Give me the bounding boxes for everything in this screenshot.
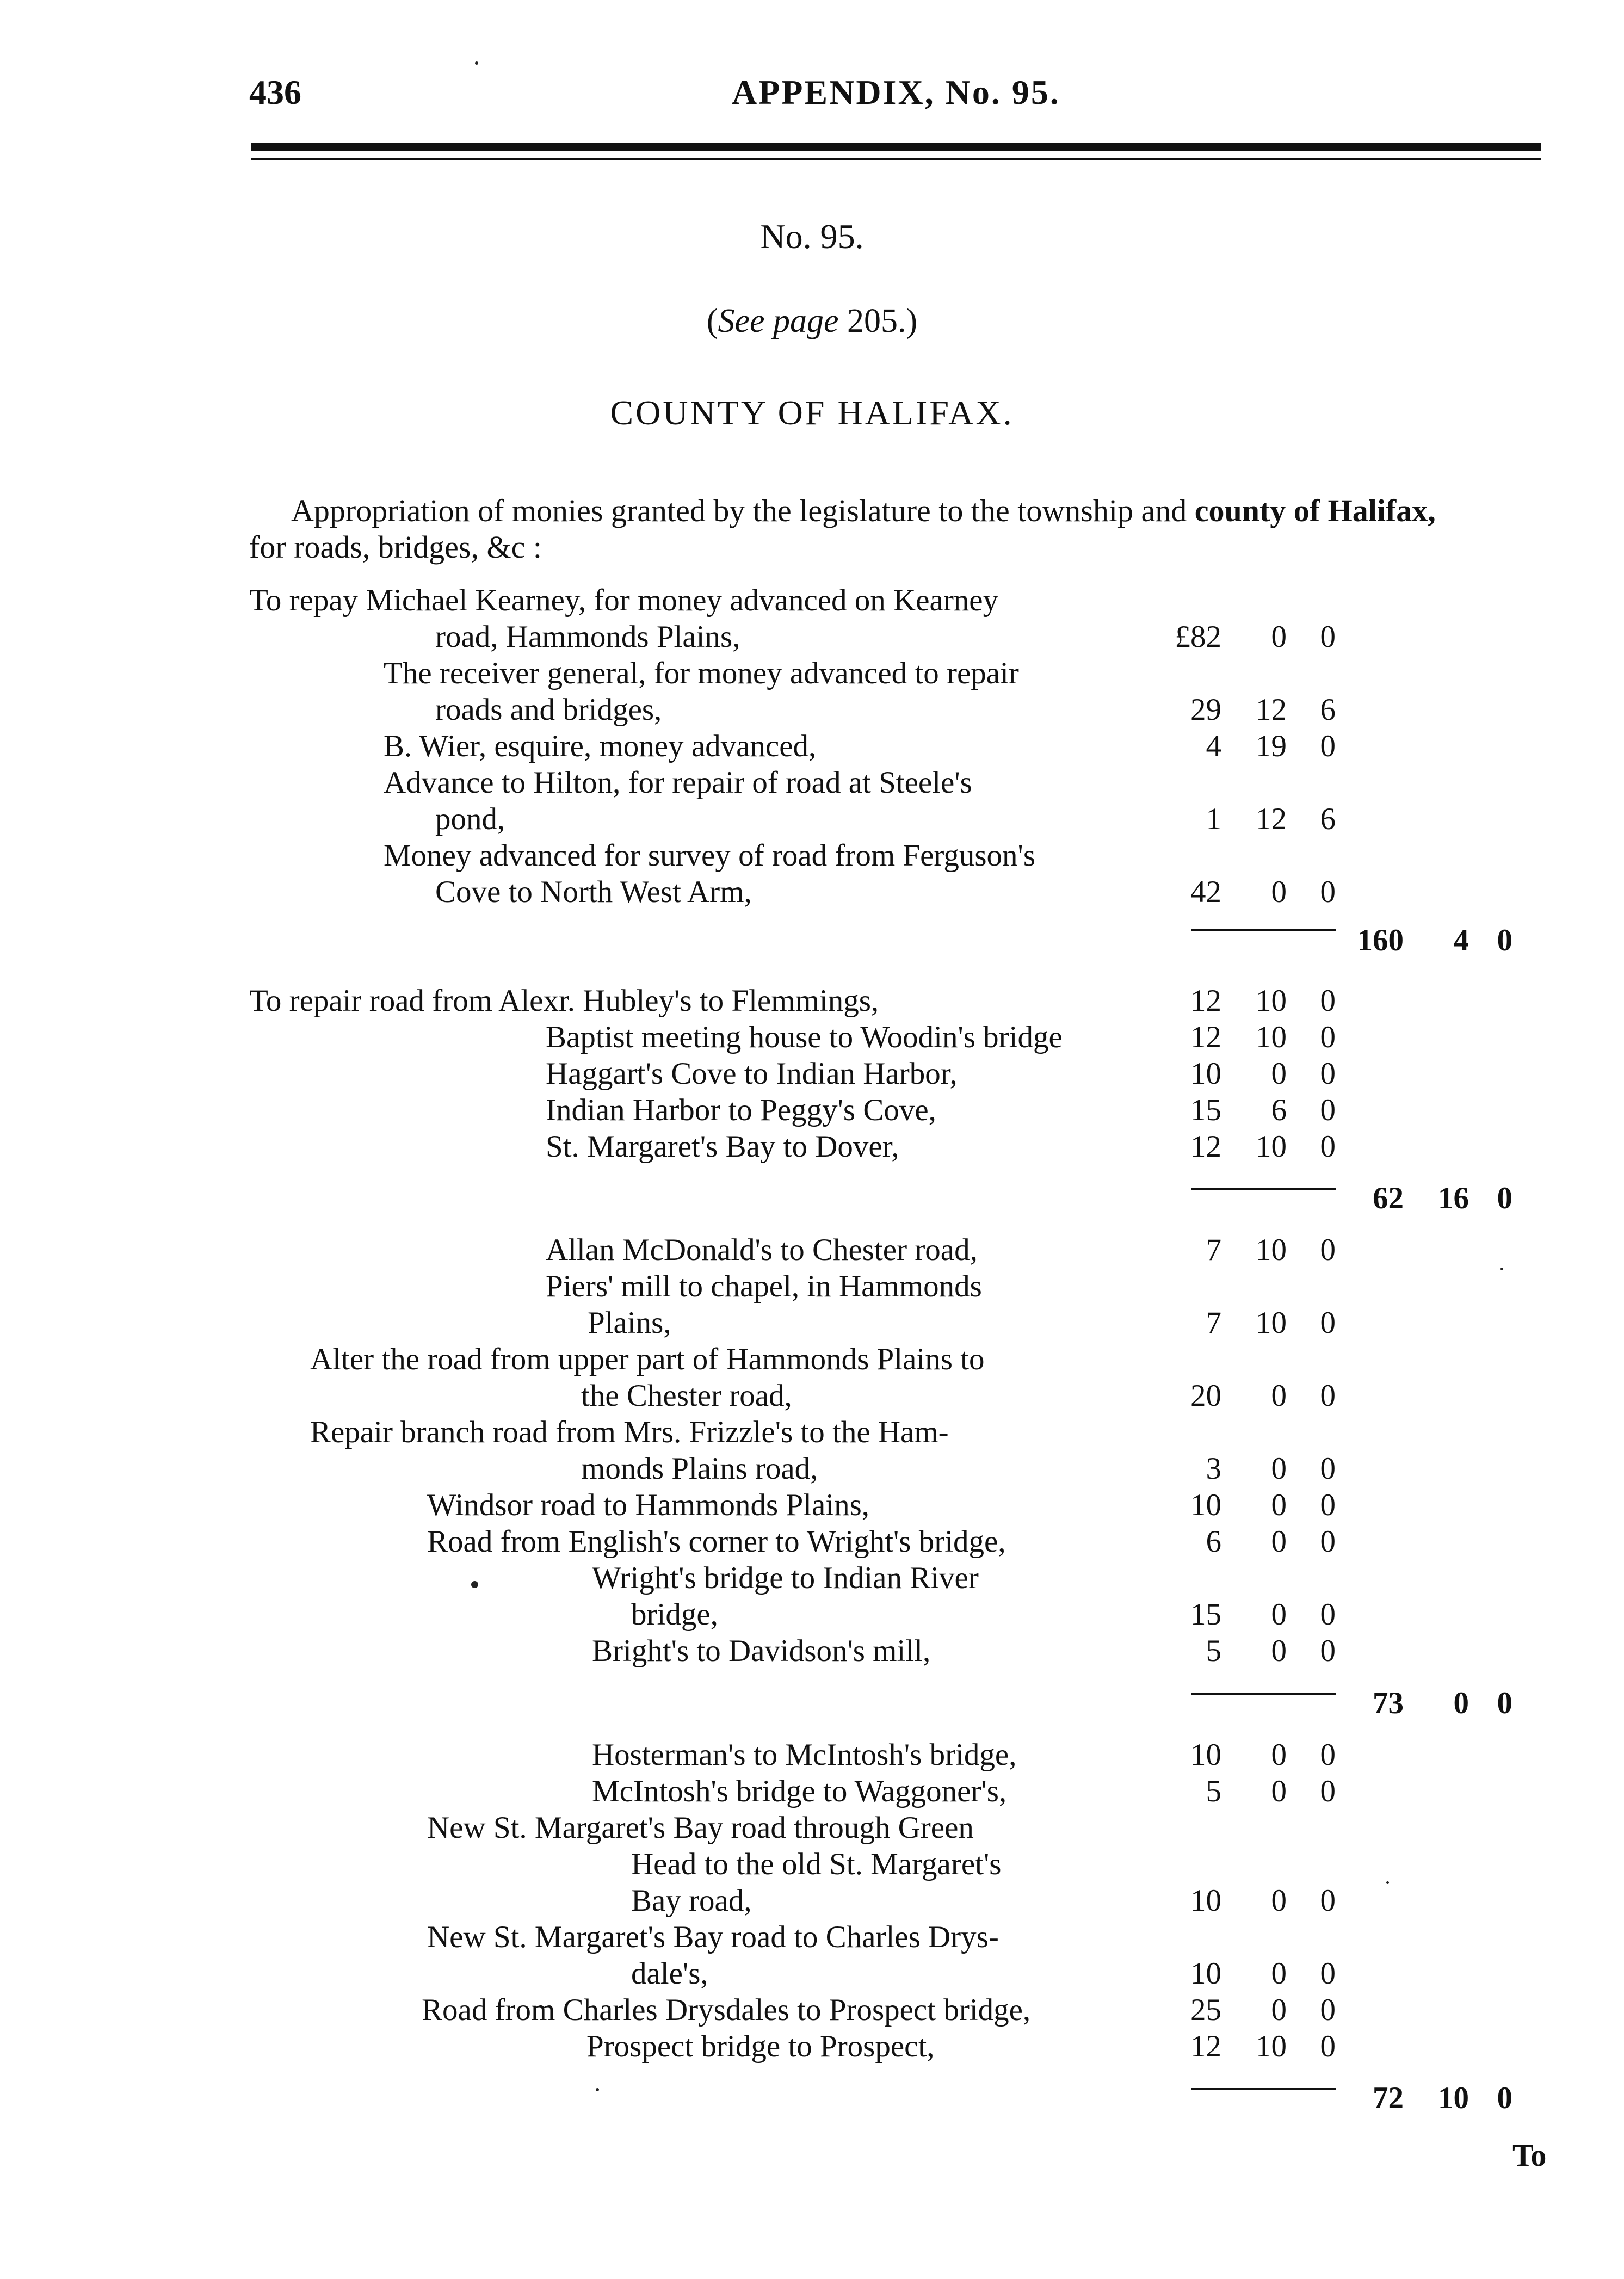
entry-line: To repay Michael Kearney, for money advanced on Kearney [249,583,999,617]
entry-line: Bay road, [631,1883,752,1918]
amount-shillings: 10 [1256,984,1287,1018]
print-speck [596,2088,599,2091]
amount-pence: 0 [1320,984,1336,1018]
entry-line: Head to the old St. Margaret's [631,1847,1002,1881]
amount-pounds: 42 [1190,875,1221,909]
entry-line: bridge, [631,1597,718,1632]
entry-line: Wright's bridge to Indian River [592,1561,979,1595]
total-shillings: 16 [1438,1181,1469,1215]
amount-shillings: 0 [1271,1597,1287,1632]
entry-line: Advance to Hilton, for repair of road at Steele's [384,765,972,800]
entry-line: Alter the road from upper part of Hammonds Plains to [310,1342,985,1376]
amount-shillings: 10 [1256,2029,1287,2064]
entry-line: Plains, [588,1306,671,1340]
amount-pence: 0 [1320,1738,1336,1772]
entry-line: dale's, [631,1956,708,1991]
entry-line: Repair branch road from Mrs. Frizzle's to the Ham- [310,1415,949,1449]
entry-line: Money advanced for survey of road from Ferguson's [384,838,1036,873]
document-number: No. 95. [760,217,864,256]
amount-pence: 0 [1320,1956,1336,1991]
amount-pounds: 6 [1206,1524,1221,1559]
entry-line: the Chester road, [581,1379,792,1413]
entry-line: McIntosh's bridge to Waggoner's, [592,1774,1007,1808]
amount-pence: 6 [1320,693,1336,727]
amount-pence: 0 [1320,1057,1336,1091]
amount-shillings: 0 [1271,1524,1287,1559]
entry-line: Road from Charles Drysdales to Prospect bridge, [422,1993,1031,2027]
amount-pounds: 3 [1206,1452,1221,1486]
entry-line: B. Wier, esquire, money advanced, [384,729,817,763]
entry-line: Bright's to Davidson's mill, [592,1634,931,1668]
total-pence: 0 [1497,1181,1512,1215]
amount-shillings: 10 [1256,1020,1287,1054]
total-pounds: 62 [1373,1181,1404,1215]
total-shillings: 10 [1438,2081,1469,2115]
amount-pounds: 10 [1190,1738,1221,1772]
amount-pounds: 7 [1206,1306,1221,1340]
entry-line: Prospect bridge to Prospect, [586,2029,935,2064]
amount-pounds: 4 [1206,729,1221,763]
amount-shillings: 12 [1256,693,1287,727]
amount-pounds: 29 [1190,693,1221,727]
total-pounds: 73 [1373,1686,1404,1720]
amount-shillings: 0 [1271,620,1287,654]
entry-line: Haggart's Cove to Indian Harbor, [546,1057,958,1091]
catchword: To [1512,2138,1547,2173]
amount-pence: 0 [1320,1634,1336,1668]
entry-line: Road from English's corner to Wright's bridge, [427,1524,1006,1559]
county-heading: COUNTY OF HALIFAX. [610,393,1014,432]
amount-pence: 0 [1320,1488,1336,1522]
amount-shillings: 19 [1256,729,1287,763]
total-pence: 0 [1497,2081,1512,2115]
print-speck [1500,1268,1503,1270]
entry-line: Piers' mill to chapel, in Hammonds [546,1269,982,1304]
total-pounds: 160 [1357,923,1404,958]
print-speck [471,1581,478,1588]
amount-pounds: 12 [1190,1020,1221,1054]
total-pence: 0 [1497,923,1512,958]
amount-shillings: 12 [1256,802,1287,836]
amount-pounds: 10 [1190,1488,1221,1522]
total-pounds: 72 [1373,2081,1404,2115]
subtotal-rule [1191,2088,1336,2090]
total-shillings: 4 [1453,923,1469,958]
entry-line: Indian Harbor to Peggy's Cove, [546,1093,936,1127]
print-speck [1386,1881,1389,1884]
see-page-italic: See page [718,302,839,339]
entry-line: monds Plains road, [581,1452,818,1486]
amount-pence: 0 [1320,2029,1336,2064]
intro-line-1 [291,492,1436,529]
amount-shillings: 6 [1271,1093,1287,1127]
amount-pounds: 10 [1190,1956,1221,1991]
amount-shillings: 0 [1271,1883,1287,1918]
amount-pounds: 15 [1190,1597,1221,1632]
subtotal-rule [1191,929,1336,931]
amount-shillings: 0 [1271,1057,1287,1091]
amount-shillings: 0 [1271,1379,1287,1413]
amount-pounds: £82 [1175,620,1221,654]
amount-pence: 0 [1320,1306,1336,1340]
amount-pence: 0 [1320,1020,1336,1054]
total-shillings: 0 [1453,1686,1469,1720]
amount-pence: 0 [1320,1524,1336,1559]
entry-line: Windsor road to Hammonds Plains, [427,1488,870,1522]
amount-pounds: 20 [1190,1379,1221,1413]
total-pence: 0 [1497,1686,1512,1720]
entry-line: Cove to North West Arm, [435,875,752,909]
page-number: 436 [249,73,301,112]
entry-line: New St. Margaret's Bay road to Charles Drys- [427,1920,999,1954]
entry-line: St. Margaret's Bay to Dover, [546,1129,899,1164]
entry-line: To repair road from Alexr. Hubley's to Flemmings, [249,984,879,1018]
amount-pence: 0 [1320,620,1336,654]
amount-pence: 0 [1320,1452,1336,1486]
amount-shillings: 0 [1271,1956,1287,1991]
amount-shillings: 10 [1256,1233,1287,1267]
header-rule-thin [251,158,1541,160]
amount-pounds: 5 [1206,1634,1221,1668]
amount-shillings: 10 [1256,1129,1287,1164]
amount-pence: 0 [1320,1597,1336,1632]
amount-pence: 0 [1320,875,1336,909]
see-page-reference: (See page 205.) [706,302,918,339]
entry-line: New St. Margaret's Bay road through Green [427,1811,974,1845]
amount-pence: 0 [1320,1379,1336,1413]
entry-line: road, Hammonds Plains, [435,620,740,654]
amount-pounds: 12 [1190,1129,1221,1164]
amount-pence: 0 [1320,1233,1336,1267]
subtotal-rule [1191,1188,1336,1190]
see-page-number: 205. [847,302,906,339]
amount-shillings: 0 [1271,1488,1287,1522]
header-rule-thick [251,143,1541,151]
intro-line-1-bold: county of Halifax, [1194,493,1436,528]
amount-pounds: 7 [1206,1233,1221,1267]
amount-pounds: 12 [1190,2029,1221,2064]
amount-shillings: 0 [1271,1774,1287,1808]
print-speck [475,61,478,65]
amount-pounds: 15 [1190,1093,1221,1127]
entry-line: Allan McDonald's to Chester road, [546,1233,978,1267]
amount-pounds: 10 [1190,1057,1221,1091]
amount-shillings: 0 [1271,875,1287,909]
amount-shillings: 0 [1271,1993,1287,2027]
amount-pounds: 1 [1206,802,1221,836]
amount-pence: 0 [1320,1129,1336,1164]
amount-shillings: 10 [1256,1306,1287,1340]
amount-pounds: 10 [1190,1883,1221,1918]
amount-shillings: 0 [1271,1634,1287,1668]
entry-line: Baptist meeting house to Woodin's bridge [546,1020,1063,1054]
entry-line: pond, [435,802,505,836]
subtotal-rule [1191,1693,1336,1695]
entry-line: The receiver general, for money advanced to repair [384,656,1019,690]
entry-line: Hosterman's to McIntosh's bridge, [592,1738,1017,1772]
amount-pence: 0 [1320,1993,1336,2027]
amount-pence: 0 [1320,1093,1336,1127]
amount-pence: 0 [1320,1774,1336,1808]
amount-pounds: 12 [1190,984,1221,1018]
intro-line-1-text: Appropriation of monies granted by the legislature to the township and [291,493,1187,528]
amount-pence: 0 [1320,1883,1336,1918]
amount-pounds: 5 [1206,1774,1221,1808]
amount-shillings: 0 [1271,1452,1287,1486]
amount-pounds: 25 [1190,1993,1221,2027]
amount-pence: 0 [1320,729,1336,763]
amount-shillings: 0 [1271,1738,1287,1772]
amount-pence: 6 [1320,802,1336,836]
intro-line-2: for roads, bridges, &c : [249,529,542,565]
entry-line: roads and bridges, [435,693,662,727]
running-title: APPENDIX, No. 95. [732,73,1060,112]
